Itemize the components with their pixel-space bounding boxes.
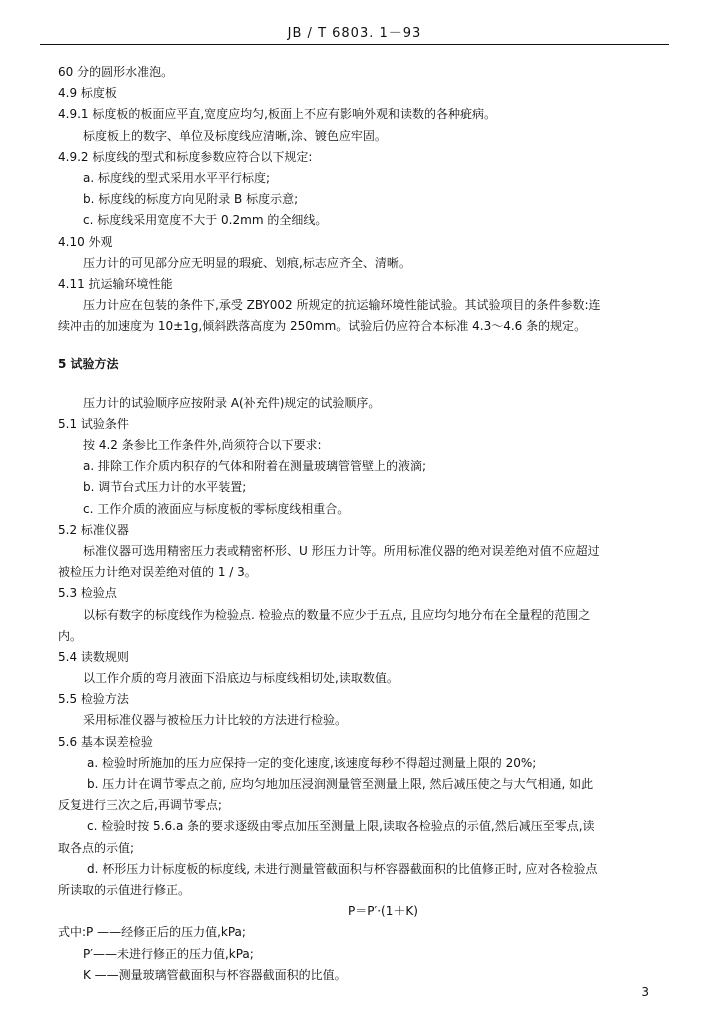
text-line: 内。 [58, 628, 83, 643]
text-line: 压力计的可见部分应无明显的瑕疵、划痕,标志应齐全、清晰。 [83, 255, 411, 270]
list-item-c: c. 检验时按 5.6.a 条的要求逐级由零点加压至测量上限,读取各检验点的示值,然后减压至零点,读 [87, 819, 595, 834]
section-heading-5-3: 5.3 检验点 [58, 586, 117, 601]
clause-4-9-2: 4.9.2 标度线的型式和标度参数应符合以下规定: [58, 149, 313, 164]
section-heading-4-11: 4.11 抗运输环境性能 [58, 276, 173, 291]
section-heading-5-4: 5.4 读数规则 [58, 649, 129, 664]
section-heading-4-9: 4.9 标度板 [58, 86, 117, 101]
page-number: 3 [641, 985, 649, 999]
section-heading-4-10: 4.10 外观 [58, 234, 113, 249]
text-line: 标度板上的数字、单位及标度线应清晰,涂、镀色应牢固。 [83, 128, 387, 143]
list-item-b: b. 调节台式压力计的水平装置; [83, 480, 247, 495]
section-heading-5-5: 5.5 检验方法 [58, 692, 129, 707]
document-body [58, 62, 658, 986]
list-item-d: d. 杯形压力计标度板的标度线, 未进行测量管截面积与杯容器截面积的比值修正时, 应对各检验点 [87, 861, 598, 876]
text-line: 以标有数字的标度线作为检验点. 检验点的数量不应少于五点, 且应均匀地分布在全量程的范围之 [83, 607, 591, 622]
formula-legend-p-prime: P′——未进行修正的压力值,kPa; [83, 946, 254, 961]
text-line: 续冲击的加速度为 10±1g,倾斜跌落高度为 250mm。试验后仍应符合本标准 4.3～4.6 条的规定。 [58, 319, 587, 334]
clause-4-9-1: 4.9.1 标度板的板面应平直,宽度应均匀,板面上不应有影响外观和读数的各种疵病。 [58, 107, 496, 122]
chapter-heading-5: 5 试验方法 [58, 357, 119, 372]
formula-legend-p: 式中:P ——经修正后的压力值,kPa; [58, 925, 246, 940]
text-line: 采用标准仪器与被检压力计比较的方法进行检验。 [83, 713, 348, 728]
formula: P＝P′·(1＋K) [348, 904, 418, 919]
text-line: 按 4.2 条参比工作条件外,尚须符合以下要求: [83, 438, 322, 452]
section-heading-5-2: 5.2 标准仪器 [58, 522, 129, 537]
text-line: 压力计的试验顺序应按附录 A(补充件)规定的试验顺序。 [83, 395, 381, 410]
text-line: 以工作介质的弯月液面下沿底边与标度线相切处,读取数值。 [83, 671, 399, 686]
text-line: 标准仪器可选用精密压力表或精密杯形、U 形压力计等。所用标准仪器的绝对误差绝对值不应超过 [83, 543, 600, 558]
list-item-c: c. 工作介质的液面应与标度板的零标度线相重合。 [83, 501, 350, 516]
formula-legend-k: K ——测量玻璃管截面积与杯容器截面积的比值。 [83, 967, 347, 982]
text-line: 所读取的示值进行修正。 [58, 882, 191, 897]
text-line: 压力计应在包装的条件下,承受 ZBY002 所规定的抗运输环境性能试验。其试验项目的条件参数:连 [83, 298, 601, 313]
section-gap [58, 337, 658, 354]
list-item-a: a. 检验时所施加的压力应保持一定的变化速度,该速度每秒不得超过测量上限的 20%; [87, 755, 537, 770]
page-header-doc-id: JB / T 6803. 1－93 [287, 26, 422, 41]
list-item-b: b. 压力计在调节零点之前, 应均匀地加压浸润测量管至测量上限, 然后减压使之与大气相通, 如此 [87, 777, 594, 791]
list-item-c: c. 标度线采用宽度不大于 0.2mm 的全细线。 [83, 213, 328, 228]
section-heading-5-1: 5.1 试验条件 [58, 416, 129, 431]
text-line: 反复进行三次之后,再调节零点; [58, 798, 222, 813]
list-item-b: b. 标度线的标度方向见附录 B 标度示意; [83, 192, 299, 207]
text-line: 60 分的圆形水准泡。 [58, 65, 174, 79]
section-gap [58, 376, 658, 393]
list-item-a: a. 排除工作介质内积存的气体和附着在测量玻璃管管壁上的液滴; [83, 459, 427, 474]
header-rule [40, 44, 669, 45]
section-heading-5-6: 5.6 基本误差检验 [58, 734, 153, 749]
text-line: 被检压力计绝对误差绝对值的 1 / 3。 [58, 565, 257, 580]
list-item-a: a. 标度线的型式采用水平平行标度; [83, 170, 271, 185]
text-line: 取各点的示值; [58, 840, 135, 855]
